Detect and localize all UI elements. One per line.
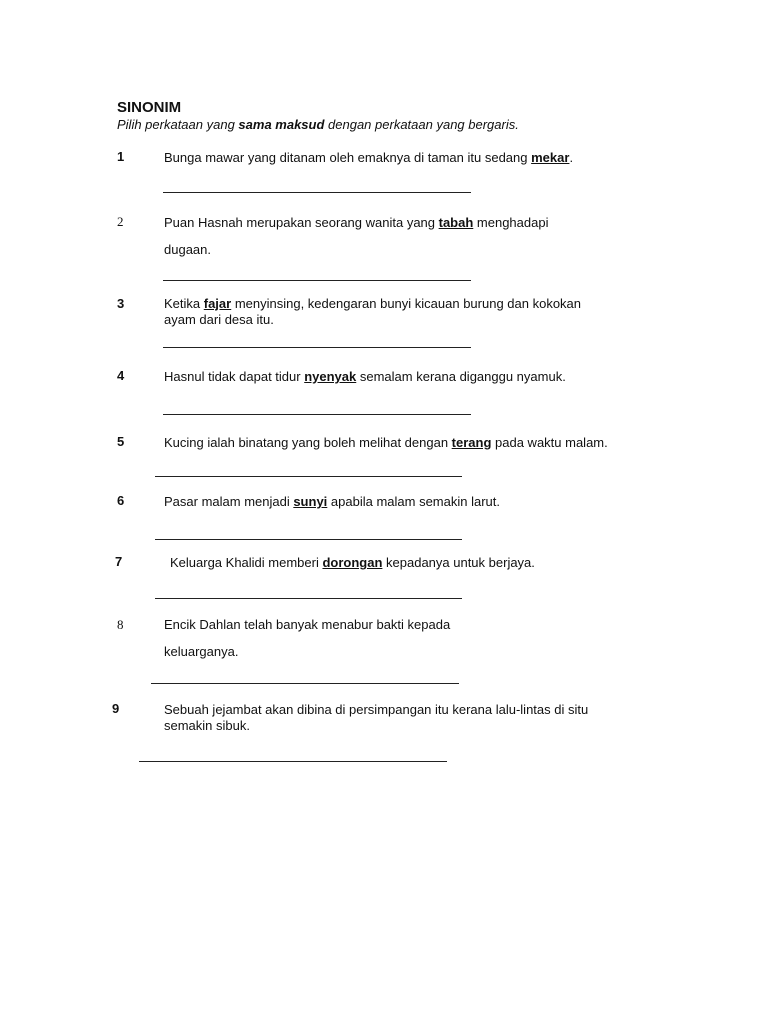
question-text-part: Bunga mawar yang ditanam oleh emaknya di taman itu sedang [164, 150, 532, 165]
instruction-suffix: dengan perkataan yang bergaris. [324, 117, 519, 132]
underlined-word: tabah [438, 215, 474, 230]
answer-line[interactable] [163, 280, 471, 281]
question-text-part: kepadanya untuk berjaya. [382, 555, 535, 570]
instruction-bold: sama maksud [238, 117, 325, 132]
answer-line[interactable] [139, 761, 447, 762]
question-text-part: Hasnul tidak dapat tidur [164, 369, 305, 384]
underlined-word: fajar [203, 296, 232, 311]
answer-line[interactable] [155, 539, 462, 540]
question-text-part: Pasar malam menjadi [164, 494, 294, 509]
question-text-part: Kucing ialah binatang yang boleh melihat dengan [164, 435, 452, 450]
question-text-line2: semakin sibuk. [164, 718, 250, 733]
underlined-word: nyenyak [304, 369, 357, 384]
answer-line[interactable] [163, 192, 471, 193]
question-text-part: Ketika [164, 296, 204, 311]
underlined-word: terang [451, 435, 492, 450]
question-text [170, 554, 535, 571]
question-text [164, 368, 566, 385]
question-text-line2: keluarganya. [164, 644, 239, 659]
page-title: SINONIM [117, 99, 182, 116]
question-text-part: . [569, 150, 574, 165]
question-number: 4 [117, 368, 125, 383]
question-text-part: Puan Hasnah merupakan seorang wanita yang [164, 215, 439, 230]
question-text-part: pada waktu malam. [491, 435, 608, 450]
instruction-prefix: Pilih perkataan yang [117, 117, 239, 132]
question-text-part: Keluarga Khalidi memberi [170, 555, 323, 570]
question-text: Encik Dahlan telah banyak menabur bakti kepada [164, 617, 451, 632]
answer-line[interactable] [155, 476, 462, 477]
question-text-line2: ayam dari desa itu. [164, 312, 274, 327]
question-text-part: menghadapi [473, 215, 549, 230]
question-number: 2 [117, 214, 124, 229]
underlined-word: dorongan [322, 555, 383, 570]
question-number: 5 [117, 434, 125, 449]
question-text-line2: dugaan. [164, 242, 211, 257]
question-number: 1 [117, 149, 125, 164]
question-number: 3 [117, 296, 125, 311]
question-number: 6 [117, 493, 125, 508]
answer-line[interactable] [155, 598, 462, 599]
question-text [164, 493, 500, 510]
question-text-part: semalam kerana diganggu nyamuk. [356, 369, 566, 384]
answer-line[interactable] [151, 683, 459, 684]
answer-line[interactable] [163, 414, 471, 415]
question-text-part: apabila malam semakin larut. [327, 494, 500, 509]
question-text [164, 214, 548, 231]
question-number: 9 [112, 701, 120, 716]
question-text [164, 295, 581, 312]
question-text [164, 434, 608, 451]
question-text-part: menyinsing, kedengaran bunyi kicauan burung dan kokokan [231, 296, 582, 311]
question-number: 7 [115, 554, 123, 569]
question-number: 8 [117, 617, 124, 632]
underlined-word: mekar [531, 150, 570, 165]
instruction-text [117, 117, 519, 132]
question-text: Sebuah jejambat akan dibina di persimpangan itu kerana lalu-lintas di situ [164, 702, 589, 717]
underlined-word: sunyi [293, 494, 328, 509]
answer-line[interactable] [163, 347, 471, 348]
question-text [164, 149, 573, 166]
